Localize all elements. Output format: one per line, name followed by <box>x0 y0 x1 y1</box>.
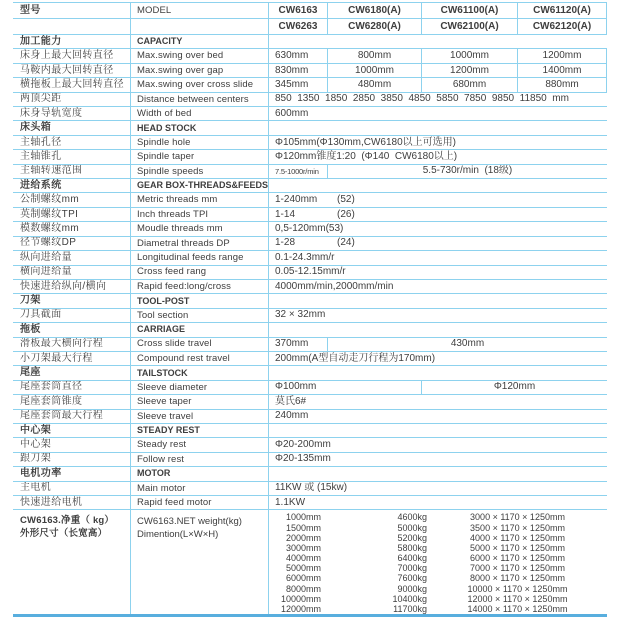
cn-label: 横向进给量 <box>20 266 72 278</box>
spec-value <box>268 193 607 206</box>
empty-cell <box>268 121 607 134</box>
spec-value: Φ100mm <box>268 381 421 394</box>
cn-label: 尾座套筒最大行程 <box>20 410 104 422</box>
spec-value: 430mm <box>327 338 607 351</box>
footer-weight: 4600kg <box>397 512 427 523</box>
cn-label: 横拖板上最大回转直径 <box>20 78 124 90</box>
en-label: Compound rest travel <box>130 352 268 365</box>
footer-cn-line2: 外形尺寸（长宽高） <box>20 528 108 540</box>
cn-label: 床头箱 <box>20 122 52 134</box>
spec-value: 1000mm <box>327 64 421 77</box>
cn-label: 纵向进给量 <box>20 251 72 263</box>
en-label: Inch threads TPI <box>130 208 268 221</box>
model-name: CW6280(A) <box>327 19 421 34</box>
table-row <box>13 136 607 150</box>
spec-value-range: 1-28 <box>275 237 296 249</box>
footer-weight: 11700kg <box>393 603 427 614</box>
en-label: Cross slide travel <box>130 338 268 351</box>
cn-label: 两顶尖距 <box>20 93 62 105</box>
spec-value: Φ20-200mm <box>268 438 607 451</box>
footer-length: 8000mm <box>285 583 321 594</box>
spec-value: 32 × 32mm <box>268 309 607 322</box>
footer-weight: 5200kg <box>397 532 427 543</box>
spec-value: 5.5-730r/min (18级) <box>327 165 607 178</box>
en-label: Rapid feed motor <box>130 496 268 509</box>
spec-value: 11KW 或 (15kw) <box>268 482 607 495</box>
footer-dimension: 8000 × 1170 × 1250mm <box>470 573 565 584</box>
footer-dimension: 5000 × 1170 × 1250mm <box>470 542 565 553</box>
table-row <box>13 395 607 409</box>
cn-label: 加工能力 <box>20 35 62 47</box>
spec-value-count: (24) <box>337 237 355 249</box>
en-label: CAPACITY <box>130 35 268 48</box>
empty-cell <box>268 179 607 192</box>
spec-value: 莫氏6# <box>268 395 607 408</box>
en-label <box>130 19 268 34</box>
table-row <box>13 107 607 121</box>
cn-label: 电机功率 <box>20 467 62 479</box>
cn-label: 中心架 <box>20 439 52 451</box>
spec-value: 240mm <box>268 410 607 423</box>
cn-label <box>13 19 130 34</box>
spec-value: 4000mm/min,2000mm/min <box>268 280 607 293</box>
cn-label: 尾座 <box>20 367 41 379</box>
cn-label: 快速进给电机 <box>20 496 83 508</box>
model-name: CW62100(A) <box>421 19 517 34</box>
en-label: Spindle hole <box>130 136 268 149</box>
cn-label: 尾座套筒直径 <box>20 381 83 393</box>
spec-value: Φ20-135mm <box>268 453 607 466</box>
table-row <box>13 467 607 481</box>
cn-label: 主轴转速范围 <box>20 165 83 177</box>
footer-en-line1: CW6163.NET weight(kg) <box>137 516 242 528</box>
spec-value: 1200mm <box>421 64 517 77</box>
table-row <box>13 251 607 265</box>
model-name: CW6163 <box>268 3 327 18</box>
spec-table-rows <box>13 3 607 510</box>
spec-value: 0,5-120mm(53) <box>268 222 607 235</box>
spec-value: 200mm(A型自动走刀行程为170mm) <box>268 352 607 365</box>
spec-value: 1.1KW <box>268 496 607 509</box>
spec-value: 880mm <box>517 78 607 91</box>
footer-length: 2000mm <box>285 532 321 543</box>
cn-label: 主轴孔径 <box>20 136 62 148</box>
table-row <box>13 453 607 467</box>
table-row <box>13 309 607 323</box>
en-label: Sleeve diameter <box>130 381 268 394</box>
footer-weight: 10400kg <box>392 593 427 604</box>
cn-label: 尾座套筒锥度 <box>20 395 83 407</box>
cn-label: 英制螺纹TPI <box>20 208 79 220</box>
empty-cell <box>268 467 607 480</box>
table-row <box>13 237 607 251</box>
table-row <box>13 193 607 207</box>
footer-weight: 7600kg <box>397 573 427 584</box>
spec-value: Φ120mm锥度1:20 (Φ140 CW6180以上) <box>268 150 607 163</box>
en-label: Moudle threads mm <box>130 222 268 235</box>
table-row <box>13 222 607 236</box>
spec-value: Φ105mm(Φ130mm,CW6180以上可选用) <box>268 136 607 149</box>
table-row <box>13 208 607 222</box>
en-label: Spindle speeds <box>130 165 268 178</box>
footer-dimension: 4000 × 1170 × 1250mm <box>470 532 565 543</box>
spec-value: 7.5-1000r/min <box>268 165 327 178</box>
spec-value: 830mm <box>268 64 327 77</box>
table-row <box>13 338 607 352</box>
cn-label: 马鞍内最大回转直径 <box>20 64 114 76</box>
spec-value: 1000mm <box>421 49 517 62</box>
footer-weight: 5000kg <box>397 522 427 533</box>
cn-label: 滑板最大横向行程 <box>20 338 104 350</box>
en-label: Diametral threads DP <box>130 237 268 250</box>
table-row <box>13 35 607 49</box>
en-label: Metric threads mm <box>130 193 268 206</box>
spec-value <box>268 237 607 250</box>
en-label: Main motor <box>130 482 268 495</box>
cn-label: 进给系统 <box>20 179 62 191</box>
empty-cell <box>268 366 607 379</box>
spec-value: 480mm <box>327 78 421 91</box>
model-name: CW62120(A) <box>517 19 607 34</box>
spec-value-count: (26) <box>337 208 355 220</box>
spec-value: 630mm <box>268 49 327 62</box>
empty-cell <box>268 323 607 336</box>
cn-label: 床身导轨宽度 <box>20 107 83 119</box>
table-row <box>13 64 607 78</box>
spec-value-range: 1-240mm <box>275 194 318 206</box>
table-row <box>13 150 607 164</box>
footer-en-line2: Dimention(L×W×H) <box>137 529 219 541</box>
en-label: Steady rest <box>130 438 268 451</box>
en-label: Sleeve taper <box>130 395 268 408</box>
footer-length: 1500mm <box>285 522 321 533</box>
footer-length: 10000mm <box>280 593 321 604</box>
footer-dimension: 10000 × 1170 × 1250mm <box>467 583 568 594</box>
table-row <box>13 78 607 92</box>
model-name: CW61100(A) <box>421 3 517 18</box>
footer-row <box>13 510 607 617</box>
table-row <box>13 19 607 35</box>
footer-length: 4000mm <box>285 553 321 564</box>
cn-label: 小刀架最大行程 <box>20 352 93 364</box>
model-name: CW6263 <box>268 19 327 34</box>
spec-value <box>268 208 607 221</box>
table-row <box>13 323 607 337</box>
table-row <box>13 410 607 424</box>
footer-dimension: 12000 × 1170 × 1250mm <box>467 593 568 604</box>
en-label: MODEL <box>130 3 268 18</box>
spec-value-range: 1-14 <box>275 208 296 220</box>
en-label: HEAD STOCK <box>130 121 268 134</box>
spec-value: 345mm <box>268 78 327 91</box>
table-row <box>13 482 607 496</box>
table-row <box>13 366 607 380</box>
footer-length: 6000mm <box>285 573 321 584</box>
table-row <box>13 294 607 308</box>
footer-weight: 9000kg <box>397 583 427 594</box>
en-label: GEAR BOX-THREADS&FEEDS <box>130 179 268 192</box>
en-label: Max.swing over gap <box>130 64 268 77</box>
en-label: TAILSTOCK <box>130 366 268 379</box>
footer-data <box>268 510 607 614</box>
footer-en-label <box>130 510 268 614</box>
table-row <box>13 496 607 510</box>
empty-cell <box>268 424 607 437</box>
footer-length: 1000mm <box>285 512 321 523</box>
table-row <box>13 93 607 107</box>
en-label: Spindle taper <box>130 150 268 163</box>
en-label: Sleeve travel <box>130 410 268 423</box>
spec-value: 600mm <box>268 107 607 120</box>
footer-weight: 7000kg <box>397 563 427 574</box>
footer-weight: 6400kg <box>397 553 427 564</box>
cn-label: 刀架 <box>20 295 41 307</box>
en-label: Max.swing over bed <box>130 49 268 62</box>
cn-label: 主电机 <box>20 482 52 494</box>
footer-weight: 5800kg <box>397 542 427 553</box>
en-label: Max.swing over cross slide <box>130 78 268 91</box>
empty-cell <box>268 294 607 307</box>
spec-value: 370mm <box>268 338 327 351</box>
en-label: Cross feed rang <box>130 266 268 279</box>
table-row <box>13 280 607 294</box>
en-label: Follow rest <box>130 453 268 466</box>
footer-dimension: 7000 × 1170 × 1250mm <box>470 563 565 574</box>
footer-dimension: 3500 × 1170 × 1250mm <box>470 522 565 533</box>
table-row <box>13 381 607 395</box>
cn-label: 刀具截面 <box>20 309 62 321</box>
spec-value: 1200mm <box>517 49 607 62</box>
cn-label: 径节螺纹DP <box>20 237 77 249</box>
cn-label: 床身上最大回转直径 <box>20 50 114 62</box>
spec-value: 680mm <box>421 78 517 91</box>
table-row <box>13 438 607 452</box>
cn-label: 模数螺纹mm <box>20 222 80 234</box>
en-label: Rapid feed:long/cross <box>130 280 268 293</box>
footer-cn-line1: CW6163.净重（ kg） <box>20 515 115 527</box>
spec-value-count: (52) <box>337 194 355 206</box>
cn-label: 型号 <box>20 4 41 16</box>
en-label: STEADY REST <box>130 424 268 437</box>
footer-dimension: 14000 × 1170 × 1250mm <box>467 603 568 614</box>
table-row <box>13 266 607 280</box>
footer-dimension: 3000 × 1170 × 1250mm <box>470 512 565 523</box>
spec-value: 0.05-12.15mm/r <box>268 266 607 279</box>
en-label: Tool section <box>130 309 268 322</box>
en-label: Distance between centers <box>130 93 268 106</box>
spec-value: Φ120mm <box>421 381 607 394</box>
cn-label: 主轴锥孔 <box>20 150 62 162</box>
table-row <box>13 424 607 438</box>
spec-value: 1400mm <box>517 64 607 77</box>
en-label: Longitudinal feeds range <box>130 251 268 264</box>
footer-length: 3000mm <box>285 542 321 553</box>
spec-value: 850 1350 1850 2850 3850 4850 5850 7850 9850 11850 mm <box>268 93 607 106</box>
table-row <box>13 352 607 366</box>
footer-length: 12000mm <box>280 603 321 614</box>
cn-label: 公制螺纹mm <box>20 194 80 206</box>
cn-label: 拖板 <box>20 323 41 335</box>
cn-label: 快速进给纵向/横向 <box>20 280 107 292</box>
spec-value: 0.1-24.3mm/r <box>268 251 607 264</box>
spec-table <box>13 2 607 617</box>
en-label: TOOL-POST <box>130 294 268 307</box>
table-row <box>13 49 607 63</box>
table-row <box>13 179 607 193</box>
en-label: Width of bed <box>130 107 268 120</box>
model-name: CW61120(A) <box>517 3 607 18</box>
footer-length: 5000mm <box>285 563 321 574</box>
cn-label: 中心架 <box>20 424 52 436</box>
table-row <box>13 165 607 179</box>
footer-dimension: 6000 × 1170 × 1250mm <box>470 553 565 564</box>
en-label: CARRIAGE <box>130 323 268 336</box>
en-label: MOTOR <box>130 467 268 480</box>
table-row <box>13 3 607 19</box>
footer-cn-label <box>13 510 130 614</box>
spec-value: 800mm <box>327 49 421 62</box>
model-name: CW6180(A) <box>327 3 421 18</box>
empty-cell <box>268 35 607 48</box>
table-row <box>13 121 607 135</box>
cn-label: 跟刀架 <box>20 453 52 465</box>
